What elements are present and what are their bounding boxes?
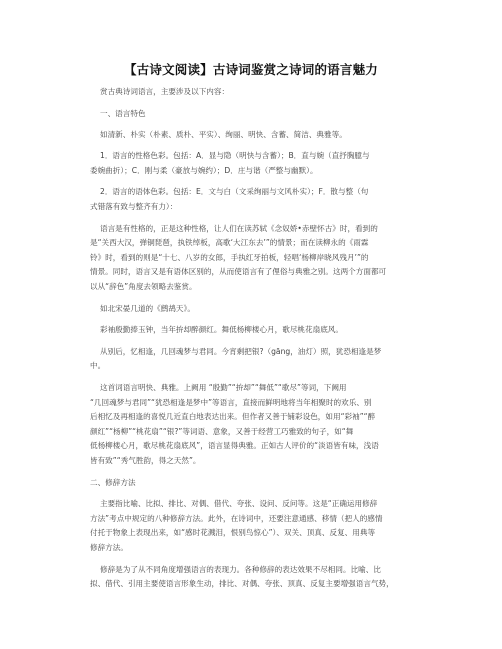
- paragraph-line: 式错落有致与整齐有力）：: [90, 202, 178, 211]
- document-title: 【古诗文阅读】古诗词鉴赏之诗词的语言魅力: [123, 62, 378, 77]
- paragraph-line: 修辞是为了从不同角度增强语言的表现力。各种修辞的表达效果不尽相同。比喻、比: [100, 565, 381, 574]
- paragraph-line: “几回魂梦与君同”“犹恐相逢是梦中”等语言，直接而鲜明地将当年相聚时的欢乐、别: [90, 398, 372, 407]
- paragraph: 如清新、朴实（朴素、质朴、平实）、绚丽、明快、含蓄、简洁、典雅等。: [100, 130, 347, 139]
- paragraph-line: 修辞方法。: [90, 543, 128, 552]
- paragraph-line: 皆有致”“秀气胜韵，得之天然”。: [90, 456, 201, 465]
- paragraph-line: 付托于物象上表现出来，如“感时花溅泪，恨别鸟惊心”）、双关、顶真、反复、用典等: [90, 528, 376, 537]
- paragraph-line: 以从“辞色”角度去领略去鉴赏。: [90, 282, 197, 291]
- paragraph-line: 委婉曲折）；C．刚与柔（豪放与婉约）；D．庄与谐（严整与幽默）。: [90, 166, 318, 175]
- section-heading: 二、修辞方法: [90, 478, 136, 487]
- poem-line: 从别后，忆相逢，几回魂梦与君同。今宵剩把银?（gāng，油灯）照，犹恐相逢是梦: [100, 347, 382, 356]
- paragraph-line: 后相忆及再相逢的喜悦几近直白地表达出来。但作者又善于铺彩设色，如用“彩袖”“醉: [90, 412, 376, 421]
- paragraph-line: 方法”考点中规定的八种修辞方法。此外，在诗词中，还要注意通感、移情（把人的感情: [90, 514, 383, 523]
- poem-line: 中。: [90, 361, 106, 370]
- paragraph-line: 拟、借代、引用主要使语言形象生动，排比、对偶、夸张、顶真、反复主要增强语言气势，: [90, 579, 394, 588]
- paragraph-line: 颜红”“杨柳”“桃花扇”“银?”等词语、意象，又善于经营工巧雅致的句子，如“舞: [90, 427, 354, 436]
- paragraph-line: 1．语言的性格色彩。包括：A．显与隐（明快与含蓄）；B．直与婉（直抒胸臆与: [100, 151, 370, 160]
- paragraph-line: 主要指比喻、比拟、排比、对偶、借代、夸张、设问、反问等。这是“正确运用修辞: [100, 499, 378, 508]
- paragraph-line: 2．语言的语体色彩。包括：E．文与白（文采绚丽与文风朴实）；F．散与整（句: [100, 187, 369, 196]
- paragraph-line: 如北宋晏几道的《鹧鸪天》。: [100, 304, 195, 313]
- paragraph-intro: 赏古典诗词语言，主要涉及以下内容：: [100, 87, 230, 96]
- paragraph-line: 这首词语言明快、典雅。上阙用 “殷勤”“拚却”“舞低”“歌尽”等词，下阙用: [100, 383, 347, 392]
- paragraph-line: 情景。同时，语言又是有语体区别的，从而使语言有了俚俗与典雅之别。这两个方面都可: [90, 267, 387, 276]
- paragraph-line: 语言是有性格的，正是这种性格，让人们在读苏轼《念奴娇•赤壁怀古》时，看到的: [100, 224, 378, 233]
- section-heading: 一、语言特色: [100, 109, 146, 118]
- paragraph-line: 铃》时，看到的则是“十七、八岁的女郎，手执红牙拍板，轻唱‘杨柳岸晓风残月’”的: [90, 253, 369, 262]
- paragraph-line: 低杨柳楼心月，歌尽桃花扇底风”，语言显得典雅。正如古人评价的“淡语皆有味，浅语: [90, 441, 379, 450]
- paragraph-line: 是“关西大汉，弹铜琵琶，执铁绰板，高歌‘大江东去’”的情景；而在读柳永的《雨霖: [90, 238, 369, 247]
- poem-line: 彩袖殷勤捧玉钟，当年拚却醉颜红。舞低杨柳楼心月，歌尽桃花扇底风。: [100, 325, 343, 334]
